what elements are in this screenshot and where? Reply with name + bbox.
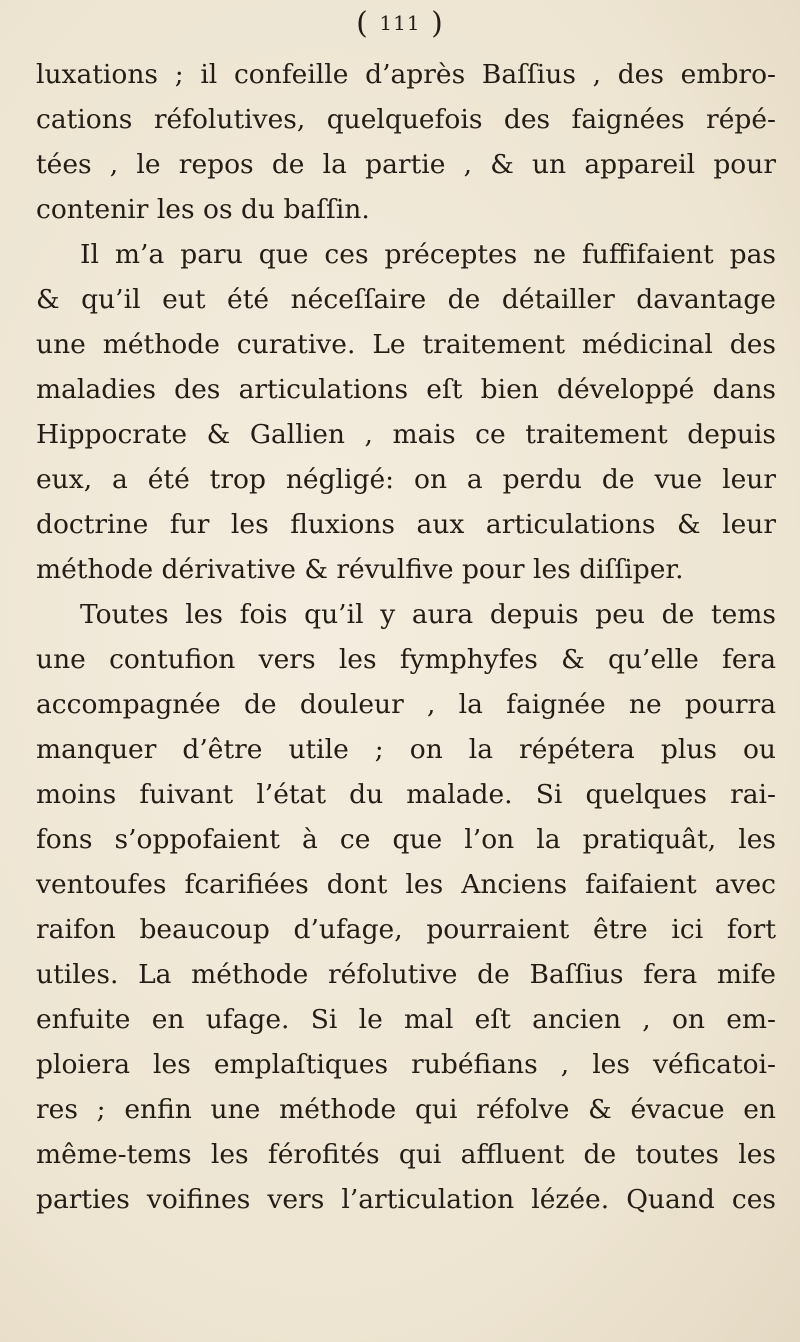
text-line: fons s’oppofaient à ce que l’on la pratiquât, les [36,824,776,855]
text-line: une contufion vers les fymphyfes & qu’elle fera [36,644,776,675]
text-line: même-tems les férofités qui affluent de toutes les [36,1139,776,1170]
paragraph-start-line: Il m’a paru que ces préceptes ne fuffifaient pas [80,239,776,270]
text-line: ploiera les emplaſtiques rubéfians , les véficatoi- [36,1049,776,1080]
text-line: une méthode curative. Le traitement médicinal des [36,329,776,360]
page-number-header: ( 111 ) [356,6,444,41]
paragraph-start-line: Toutes les fois qu’il y aura depuis peu de tems [80,599,776,630]
text-line: doctrine fur les fluxions aux articulations & leur [36,509,776,540]
text-line: eux, a été trop négligé: on a perdu de vue leur [36,464,776,495]
text-line: raifon beaucoup d’ufage, pourraient être ici fort [36,914,776,945]
text-line: accompagnée de douleur , la faignée ne pourra [36,689,776,720]
text-line: parties voifines vers l’articulation lézée. Quand ces [36,1184,776,1215]
text-line: cations réfolutives, quelquefois des faignées répé- [36,104,776,135]
text-line: & qu’il eut été néceſſaire de détailler davantage [36,284,776,315]
text-line: méthode dérivative & révulfive pour les diſſiper. [36,554,684,585]
text-line: manquer d’être utile ; on la répétera plus ou [36,734,776,765]
text-line: maladies des articulations eſt bien développé dans [36,374,776,405]
text-line: utiles. La méthode réfolutive de Baſſius fera mife [36,959,776,990]
text-line: luxations ; il confeille d’après Baſſius , des embro- [36,59,776,90]
text-line: Hippocrate & Gallien , mais ce traitement depuis [36,419,776,450]
text-line: contenir les os du baſſin. [36,194,370,225]
text-line: tées , le repos de la partie , & un appareil pour [36,149,776,180]
text-line: enfuite en ufage. Si le mal eſt ancien , on em- [36,1004,776,1035]
text-line: res ; enfin une méthode qui réfolve & évacue en [36,1094,776,1125]
body-text [36,52,776,1222]
text-line: ventoufes fcarifiées dont les Anciens faifaient avec [36,869,776,900]
page-number: 111 [379,11,421,35]
text-line: moins fuivant l’état du malade. Si quelques rai- [36,779,776,810]
